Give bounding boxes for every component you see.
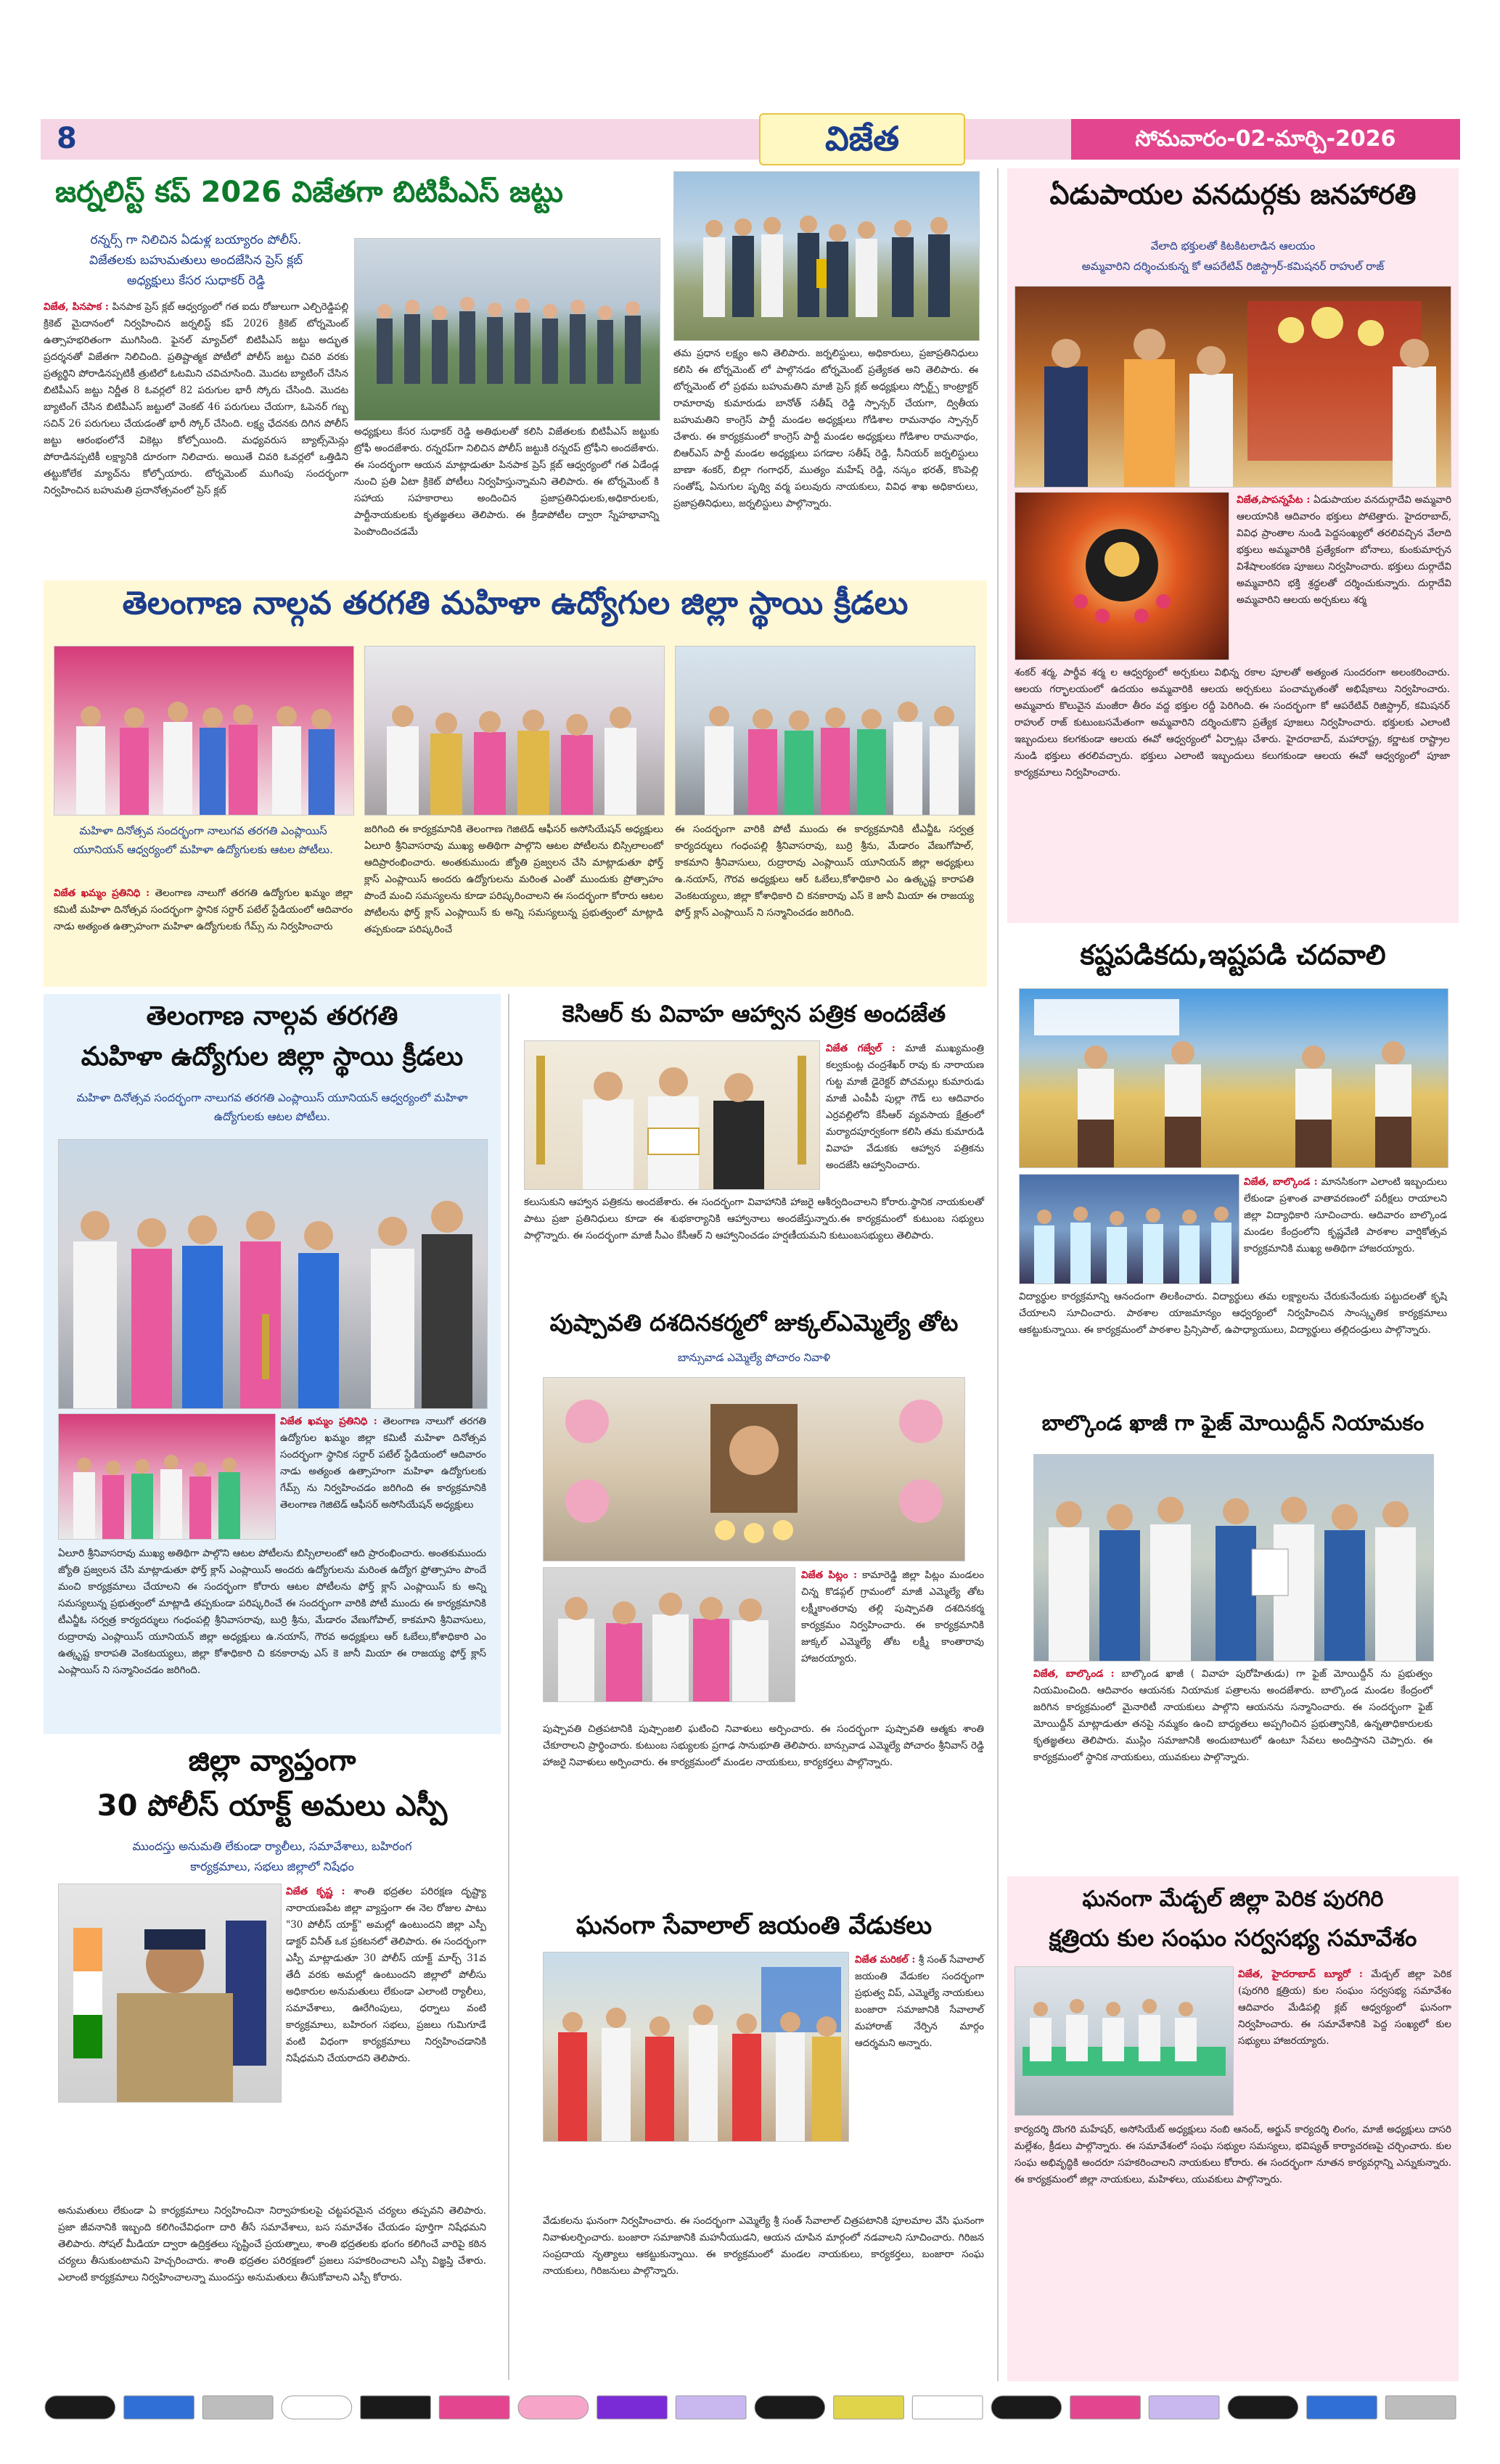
dateline: విజేత, బాల్కొండ : — [1244, 1176, 1318, 1188]
photo-figures — [54, 646, 353, 815]
dateline: విజేత మరికల్ : — [855, 1954, 916, 1966]
headline: ఏడుపాయల వనదుర్గకు జనహారతి — [1049, 178, 1417, 210]
body-text: ఏడుపాయల వనదుర్గాదేవి అమ్మవారి ఆలయానికి ఆదివారం భక్తులు పోటెత్తారు. హైదరాబాద్, వివిధ ప్రాంతాల నుండి పెద్దసంఖ్యలో తరలివచ్చిన వేలాది భక్తులు అమ్మవారికి ప్రత్యేకంగా బోనాలు, కుంకుమార్చన విశేషాలంకరణ పూజలు నిర్వహించారు. భక్తులు దుర్గాదేవి అమ్మవారిని భక్తి శ్రద్ధలతో దర్శించుకున్నారు. దుర్గాదేవి అమ్మవారిని ఆలయ అర్చకులు శర్మ — [1237, 494, 1451, 606]
story-body: పుష్పావతి చిత్రపటానికి పుష్పాంజలి ఘటించి నివాళులు అర్పించారు. ఈ సందర్భంగా పుష్పావతి ఆత్మకు శాంతి చేకూరాలని ప్రార్థించారు. కుటుంబ సభ్యులకు ప్రగాఢ సానుభూతి తెలిపారు. బాన్సువాడ ఎమ్మెల్యే పోచారం శ్రీనివాస్ రెడ్డి హాజరై నివాళులు అర్పించారు. ఈ కార్యక్రమంలో మండల నాయకులు, కార్యకర్తలు పాల్గొన్నారు. — [543, 1723, 984, 1768]
story-body — [44, 299, 348, 499]
body-text: శ్రీ సంత్ సేవాలాల్ జయంతి వేడుకల సందర్భంగా ప్రభుత్వ విప్, ఎమ్మెల్యే నాయకులు బంజారా సమాజానికి సేవాలాల్ మహారాజ్ నేర్పిన మార్గం ఆదర్శమని అన్నారు. — [855, 1954, 985, 2049]
photo-trophy-presentation — [673, 171, 980, 341]
photo-figures — [544, 1952, 848, 2141]
headline: క్షత్రియ కుల సంఘం సర్వసభ్య సమావేశం — [1049, 1924, 1417, 1952]
dateline: విజేత కృష్ణ : — [286, 1886, 345, 1897]
story-body — [54, 885, 353, 935]
story-body: కలుసుకుని ఆహ్వాన పత్రికను అందజేశారు. ఈ సందర్భంగా వివాహానికి హాజరై ఆశీర్వదించాలని కోరారు.స్థానిక నాయకులతో పాటు ప్రజా ప్రతినిధులు కూడా ఈ శుభకార్యానికి ఆహ్వానాలు అందజేస్తున్నారు.ఈ కార్యక్రమంలో కుటుంబ సభ్యులు పాల్గొన్నారు. ఈ సందర్భంగా మాజీ సీఎం కేసీఆర్ ని ఆహ్వానించడం హర్షణీయమని కుటుంబసభ్యులు తెలిపారు. — [524, 1196, 984, 1241]
color-swatch — [834, 2396, 904, 2419]
story-womens-sports-box — [44, 994, 501, 1734]
body-text: తెలంగాణ నాలుగో తరగతి ఉద్యోగుల ఖమ్మం జిల్లా కమిటీ మహిళా దినోత్సవ సందర్భంగా స్థానిక సర్దార్ పటేల్ స్టేడియంలో ఆదివారం నాడు అత్యంత ఉత్సాహంగా మహిళా ఉద్యోగులకు గేమ్స్ ను నిర్వహించడం జరిగింది ఈ కార్యక్రమానికి తెలంగాణ గెజిటెడ్ ఆఫీసర్ అసోసియేషన్ అధ్యక్షులు — [280, 1416, 486, 1511]
color-registration-bar — [41, 2393, 1460, 2422]
body-text: తెలంగాణ నాలుగో తరగతి ఉద్యోగుల ఖమ్మం జిల్లా కమిటీ మహిళా దినోత్సవ సందర్భంగా స్థానిక సర్దార్ పటేల్ స్టేడియంలో ఆదివారం నాడు అత్యంత ఉత్సాహంగా మహిళా ఉద్యోగులకు గేమ్స్ ను నిర్వహించారు — [54, 887, 353, 932]
story-body: అధ్యక్షులు కేసర సుధాకర్ రెడ్డి అతిథులతో కలిసి విజేతలకు బిటిపీఎస్ జట్టుకు ట్రోఫీ అందజేశారు. రన్నరప్‌గా నిలిచిన పోలీస్ జట్టుకి రన్నరప్ ట్రోఫీని అందజేశారు. ఈ సందర్భంగా ఆయన మాట్లాడుతూ పినపాక ప్రెస్ క్లబ్ ఆధ్వర్యంలో గత ఏడేండ్ల నుంచి ప్రతి ఏటా క్రికెట్ పోటీలు నిర్వహిస్తున్నామని తెలిపారు. ఈ టోర్నమెంట్ కి సహాయ సహకారాలు అందించిన ప్రజాప్రతినిధులకు,అధికారులకు, పార్టీనాయకులకు కృతజ్ఞతలు తెలిపారు. ఈ క్రీడాపోటీల ద్వారా స్నేహభావాన్ని పెంపొందించడమే — [354, 426, 659, 538]
photo-community-meeting — [1015, 1966, 1234, 2116]
subheadline: అమ్మవారిని దర్శించుకున్న కో ఆపరేటివ్ రిజిస్ట్రార్-కమిషనర్ రాహుల్ రాజ్ — [1081, 260, 1385, 273]
color-swatch — [282, 2396, 352, 2419]
color-swatch — [676, 2396, 746, 2419]
color-swatch — [124, 2396, 194, 2419]
story-body: వేడుకలను ఘనంగా నిర్వహించారు. ఈ సందర్భంగా ఎమ్మెల్యే శ్రీ సంత్ సేవాలాల్ చిత్రపటానికి పూలమాల వేసి ఘనంగా నివాళులర్పించారు. బంజారా సమాజానికి మహనీయుడని, ఆయన చూపిన మార్గంలో నడవాలని సూచించారు. గిరిజన సంప్రదాయ నృత్యాలు ఆకట్టుకున్నాయి. ఈ కార్యక్రమంలో మండల నాయకులు, కార్యకర్తలు, బంజారా సంఘ నాయకులు, గిరిజనులు పాల్గొన్నారు. — [543, 2215, 984, 2277]
body-text: మాజీ ముఖ్యమంత్రి కల్వకుంట్ల చంద్రశేఖర్ రావు కు నారాయణ గుట్ట మాజీ డైరెక్టర్ పోచమల్లు కుమారుడు మాజీ ఎంపీపీ పుల్లా గౌడ్ లు ఆదివారం ఎర్రవల్లిలోని కేసీఆర్ వ్యవసాయ క్షేత్రంలో మర్యాదపూర్వకంగా కలిసి తమ కుమారుడి వివాహ వేడుకకు ఆహ్వాన పత్రికను అందజేసి ఆహ్వానించారు. — [826, 1043, 984, 1171]
dateline: విజేత, పినపాక : — [44, 301, 109, 313]
headline: కెసిఆర్ కు వివాహ ఆహ్వాన పత్రిక అందజేత — [562, 1000, 946, 1027]
body-text: పినపాక ప్రెస్ క్లబ్ ఆధ్వర్యంలో గత ఐదు రోజులుగా ఎల్చిరెడ్డిపల్లి క్రికెట్ మైదానంలో నిర్వహించిన జర్నలిస్ట్ కప్ 2026 క్రికెట్ టోర్నమెంట్ ఉత్సాహభరితంగా ముగిసింది. ఫైనల్ మ్యాచ్‌లో బిటిపీఎస్ జట్టు అద్భుత ప్రదర్శనతో విజేతగా నిలిచింది. ప్రతిష్టాత్మక పోటీలో పోలీస్ జట్టు చివరి వరకు ప్రత్యర్థిని పోరాడినప్పటికీ త్రుటిలో ఓటమిని చవిచూసింది. మొదట బ్యాటింగ్ చేసిన బిటిపీఎస్ జట్టు నిర్ణీత 8 ఓవర్లలో 82 పరుగుల భారీ స్కోరు చేసింది. మొదట బ్యాటింగ్ చేసిన బిటిపీఎస్ జట్టులో వెంకట్ 46 పరుగులు చేయగా, ఓపెనర్ గబ్బ సచిన్ 26 పరుగులు చేయడంతో భారీ స్కోర్ చేసింది. లక్ష్య ఛేదనకు దిగిన పోలీస్ జట్టు ఆరంభంలోనే వికెట్లు కోల్పోయింది. మధ్యవరుస బ్యాట్స్‌మెన్లు పోరాడినప్పటికీ లక్ష్యానికి దూరంగా నిలిచారు. అయితే చివరి ఓవర్లలో ఒత్తిడిని తట్టుకోలేక మ్యాచ్‌ను కోల్పోయారు. టోర్నమెంట్ ముగింపు సందర్భంగా నిర్వహించిన బహుమతి ప్రదానోత్సవంలో ప్రెస్ క్లబ్ — [44, 301, 348, 496]
photo-caption: మహిళా దినోత్సవ సందర్భంగా నాలుగవ తరగతి ఎంప్లాయిస్ యూనియన్ ఆధ్వర్యంలో మహిళా ఉద్యోగులకు ఆటల పోటీలు. — [73, 824, 333, 856]
color-swatch — [439, 2396, 509, 2419]
color-swatch — [1228, 2396, 1298, 2419]
subheadline: మహిళా దినోత్సవ సందర్భంగా నాలుగవ తరగతి ఎంప్లాయిస్ యూనియన్ ఆధ్వర్యంలో మహిళా ఉద్యోగులకు ఆటల పోటీలు. — [76, 1091, 468, 1123]
story-body: శంకర్ శర్మ, పార్థీవ శర్మ ల ఆధ్వర్యంలో అర్చకులు విభిన్న రకాల పూలతో అత్యంత సుందరంగా అలంకరించారు. ఆలయ గర్భాలయంలో ఉదయం అమ్మవారికి ఆలయ అర్చకులు పంచామృతంతో అభిషేకాలు నిర్వహించారు. అమ్మవారు కొలువైన మంజీరా తీరం వద్ద భక్తుల రద్దీ పెరిగింది. ఈ సందర్భంగా కో ఆపరేటివ్ రిజిస్ట్రార్, కమిషనర్ రాహుల్ రాజ్ కుటుంబసమేతంగా అమ్మవారిని దర్శించుకొని ప్రత్యేక పూజలు నిర్వహించారు. భక్తులకు ఎలాంటి ఇబ్బందులు కలగకుండా ఆలయ ఈవో ఆధ్వర్యంలో ఏర్పాట్లు చేశారు. హైదరాబాద్, మహారాష్ట్ర, కర్ణాటక రాష్ట్రాల నుండి భక్తులు తరలివచ్చారు. భక్తులు ఎలాంటి ఇబ్బందులు కలుగకుండా ఆలయ ఈవో ఆధ్వర్యంలో పూజా కార్యక్రమాలు నిర్వహించారు. — [1015, 667, 1450, 779]
body-text: బాల్కొండ ఖాజీ ( వివాహ పురోహితుడు) గా ఫైజ్ మోయిద్దీన్ ను ప్రభుత్వం నియమించింది. ఆదివారం ఆయనకు నియామక పత్రాలను అందజేశారు. బాల్కొండ మండల కేంద్రంలో జరిగిన కార్యక్రమంలో మైనారిటీ నాయకులు పాల్గొని ఆయనను సన్మానించారు. ఈ సందర్భంగా ఫైజ్ మోయిద్దీన్ మాట్లాడుతూ తనపై నమ్మకం ఉంచి బాధ్యతలు అప్పగించిన ప్రభుత్వానికి, ఉన్నతాధికారులకు కృతజ్ఞతలు తెలిపారు. ముస్లిం సమాజానికి అందుబాటులో ఉంటూ సేవలు అందిస్తానని చెప్పారు. ఈ కార్యక్రమంలో స్థానిక నాయకులు, యువకులు పాల్గొన్నారు. — [1033, 1668, 1433, 1763]
story-body — [826, 1040, 984, 1174]
photo-lamp-lighting — [675, 646, 975, 816]
story-cricket — [44, 168, 987, 582]
story-kcr — [517, 994, 991, 1299]
story-body — [1244, 1174, 1447, 1257]
photo-figures — [544, 1568, 795, 1701]
photo-sevalal-celebration — [543, 1952, 849, 2142]
body-text: మేడ్చల్ జిల్లా పెరిక (పురగిరి క్షత్రియ) కుల సంఘం సర్వసభ్య సమావేశం ఆదివారం మేడిపల్లి క్లబ్ ఆధ్వర్యంలో ఘనంగా నిర్వహించారు. ఈ సమావేశానికి పెద్ద సంఖ్యలో కుల సభ్యులు హాజరయ్యారు. — [1238, 1968, 1451, 2047]
photo-school-students — [1019, 1174, 1239, 1284]
color-swatch — [1385, 2396, 1456, 2419]
headline: తెలంగాణ నాల్గవ తరగతి — [146, 1001, 398, 1031]
photo-felicitation — [364, 646, 665, 816]
subheadline: వేలాది భక్తులతో కిటకిటలాడిన ఆలయం — [1150, 239, 1316, 252]
story-body: ఏలూరి శ్రీనివాసరావు ముఖ్య అతిథిగా పాల్గొని ఆటల పోటీలను బిస్సిలాలంటో ఆది ప్రారంభించారు. అంతకుముందు జ్యోతి ప్రజ్వలన చేసి మాట్లాడుతూ ఫోర్త్ క్లాస్ ఎంప్లాయిస్ అందరు ఉద్యోగులను మరింత ఉద్యోగ ఫ్రోత్సాహం పొందే మంచి కార్యక్రమాలు చేయాలని ఈ సందర్భంగా కోరారు ఆటల పోటీలను ఫోర్త్ క్లాస్ ఎంప్లాయిస్ కు అన్ని సమస్యలున్న ప్రభుత్వంలో మాట్లాడి తప్పకుండా పరిష్కరించే ఈ సందర్భంగా వారికి పోటీ ముందు ఈ కార్యక్రమానికి టీఎన్జీఓ సర్వత్ర కార్యదర్శులు గంధంపల్లి శ్రీనివాసరావు, బుర్రి శ్రీను, మేడారం వేణుగోపాల్, కాకమాని శ్రీనివాసులు, రుద్రారావు ఎంప్లాయిస్ యూనియన్ జిల్లా అధ్యక్షులు ఉ.నయాస్, గౌరవ అధ్యక్షులు ఆర్ ఓబేలు,కోశాధికారి ఎం ఉత్కృష్ట కారాపతి వెంకటయ్యలు, జిల్లా కోశాధికారి చి కనకారావు ఎస్ కె జానీ మియా ఈ రాజయ్య ఫోర్త్ క్లాస్ ఎంప్లాయిస్ ని సన్మానించడం జరిగింది. — [58, 1548, 486, 1676]
photo-figures — [355, 239, 660, 420]
date-band — [1071, 119, 1460, 160]
story-body: విద్యార్థుల కార్యక్రమాన్ని ఆనందంగా తిలకించారు. విద్యార్థులు తమ లక్ష్యాలను చేరుకునేందుకు పట్టుదలతో కృషి చేయాలని సూచించారు. పాఠశాల యాజమాన్యం ఆధ్వర్యంలో నిర్వహించిన సాంస్కృతిక కార్యక్రమాలు ఆకట్టుకున్నాయి. ఈ కార్యక్రమంలో పాఠశాల ప్రిన్సిపాల్, ఉపాధ్యాయులు, విద్యార్థులు తల్లిదండ్రులు పాల్గొన్నారు. — [1019, 1291, 1447, 1336]
story-khaja — [1007, 1408, 1459, 1872]
masthead — [41, 119, 1460, 160]
photo-cricket-team — [354, 238, 660, 421]
headline: తెలంగాణ నాల్గవ తరగతి మహిళా ఉద్యోగుల జిల్లా స్థాయి క్రీడలు — [122, 585, 909, 622]
date-line: సోమవారం-02-మార్చి-2026 — [1135, 126, 1396, 152]
headline: పుష్పావతి దశదినకర్మలో జుక్కల్ఎమ్మెల్యే తోట — [549, 1309, 959, 1336]
photo-figures — [1020, 989, 1448, 1167]
story-sevalal — [517, 1910, 991, 2381]
story-temple — [1007, 168, 1459, 923]
color-swatch — [518, 2396, 589, 2419]
story-body — [1238, 1966, 1451, 2050]
color-swatch — [912, 2396, 983, 2419]
headline: కష్టపడికదు,ఇష్టపడి చదవాలి — [1080, 939, 1386, 971]
photo-memorial — [544, 1378, 964, 1561]
color-bar-svg — [41, 2393, 1460, 2422]
photo-figures — [1034, 1455, 1433, 1661]
logo-text: విజేత — [824, 119, 900, 158]
story-body — [1237, 492, 1451, 609]
photo-figures — [1015, 1967, 1233, 2115]
headline: జర్నలిస్ట్ కప్ 2026 విజేతగా బిటిపీఎస్ జట్టు — [55, 176, 563, 209]
photo-figures — [365, 646, 664, 815]
story-pushpavati — [517, 1303, 991, 1905]
color-swatch — [202, 2396, 273, 2419]
color-swatch — [1070, 2396, 1141, 2419]
headline: జిల్లా వ్యాప్తంగా — [188, 1744, 356, 1778]
story-body — [286, 1884, 486, 2067]
photo-lamp-lighting — [58, 1139, 488, 1409]
photo-figures — [676, 646, 975, 815]
dateline: విజేత,పాపన్నపేట : — [1237, 494, 1311, 506]
subheadline: ముందస్తు అనుమతి లేకుండా ర్యాలీలు, సమావేశాలు, బహిరంగ — [132, 1839, 412, 1853]
headline: ఘనంగా మేడ్చల్ జిల్లా పెరిక పురగిరి — [1082, 1886, 1384, 1912]
photo-khaja-appointment — [1033, 1454, 1434, 1662]
photo-figures — [1020, 1175, 1239, 1284]
story-body — [1033, 1666, 1433, 1766]
color-swatch — [1307, 2396, 1377, 2419]
color-swatch — [755, 2396, 825, 2419]
photo-figures — [1015, 287, 1451, 487]
photo-figures — [525, 1041, 819, 1189]
photo-district-sp — [58, 1884, 282, 2103]
story-body — [801, 1567, 984, 1667]
story-body: తమ ప్రధాన లక్ష్యం అని తెలిపారు. జర్నలిస్టులు, అధికారులు, ప్రజాప్రతినిధులు కలిసి ఈ టోర్నమెంట్ లో పాల్గొనడం టోర్నమెంట్ ప్రత్యేకత అని తెలిపారు. ఈ టోర్నమెంట్ లో ప్రథమ బహుమతిని మాజీ ప్రెస్ క్లబ్ అధ్యక్షులు స్పోర్ట్స్ కాంట్రాక్టర్ రామారావు కుమారుడు బానోత్ సతీష్ రెడ్డి స్పాన్సర్ చేయగా, ద్వితీయ బహుమతిని కాంగ్రెస్ పార్టీ మండల అధ్యక్షులు గోడిశాల రామనాథం స్పాన్సర్ చేశారు. ఈ కార్యక్రమంలో కాంగ్రెస్ పార్టీ మండల అధ్యక్షులు గోడిశాల రామనాథం, బిఆర్ఎస్ పార్టీ మండల అధ్యక్షులు పగడాల సతీష్ రెడ్డి, సీనియర్ జర్నలిస్టులు బాణా శంకర్, బిల్లా గంగాధర్, ముత్యం మహేష్ రెడ్డి, నస్కం భరత్, కొంపెల్లి సంతోష్, ఏనుగుల పృథ్వి వర్మ పలువురు నాయకులు, వివిధ శాఖ అధికారులు, ప్రజాప్రతినిధులు, జర్నలిస్టులు పాల్గొన్నారు. — [673, 348, 978, 509]
photo-event-group — [58, 1413, 276, 1540]
photo-mla-visit — [543, 1567, 795, 1702]
photo-officer — [59, 1884, 281, 2102]
headline: మహిళా ఉద్యోగుల జిల్లా స్థాయి క్రీడలు — [81, 1042, 464, 1072]
body-text: శాంతి భద్రతల పరిరక్షణ దృష్ట్యా నారాయణపేట జిల్లా వ్యాప్తంగా ఈ నెల రోజుల పాటు "30 పోలీస్ యాక్ట్" అమల్లో ఉంటుందని జిల్లా ఎస్పీ డాక్టర్ వినీత్ ఒక ప్రకటనలో తెలిపారు. ఈ సందర్భంగా ఎస్పీ మాట్లాడుతూ 30 పోలీస్ యాక్ట్ మార్చ్ 31వ తేదీ వరకు అమల్లో ఉంటుందని జిల్లాలో పోలీసు అధికారుల అనుమతులు లేకుండా ఎలాంటి ర్యాలీలు, సమావేశాలు, ఊరేగింపులు, ధర్నాలు వంటి కార్యక్రమాలు, బహిరంగ సభలు, ప్రజలు గుమిగూడే వంటి విధంగా కార్యక్రమాలు నిర్వహించడానికి నిషేధమని చేయరాదని తెలిపారు. — [286, 1886, 486, 2064]
body-text: కామారెడ్డి జిల్లా పిట్లం మండలం చిన్న కొడప్గల్ గ్రామంలో మాజీ ఎమ్మెల్యే తోట లక్ష్మీకాంతరావు తల్లి పుష్పావతి దశదినకర్మ కార్యక్రమం నిర్వహించారు. ఈ కార్యక్రమానికి జుక్కల్ ఎమ్మెల్యే తోట లక్ష్మీ కాంతారావు హాజరయ్యారు. — [801, 1569, 984, 1664]
headline: 30 పోలీస్ యాక్ట్ అమలు ఎస్పీ — [97, 1789, 448, 1823]
page-number: 8 — [57, 122, 77, 155]
story-body — [855, 1952, 984, 2052]
story-body: జరిగింది ఈ కార్యక్రమానికి తెలంగాణ గెజిటెడ్ ఆఫీసర్ అసోసియేషన్ అధ్యక్షులు ఏలూరి శ్రీనివాసరావు ముఖ్య అతిథిగా పాల్గొని ఆటల పోటీలను బిస్సిలాలంటో ఆదిప్రారంభించారు. అంతకుముందు జ్యోతి ప్రజ్వలన చేసి మాట్లాడుతూ ఫోర్త్ క్లాస్ ఎంప్లాయిస్ అందరు ఉద్యోగులను మరింత ఎంతో ముందుకు ప్రోత్సాహం పొందే మంచి సమస్యలను కూడా పరిష్కరించాలని ఈ సందర్భంగా కోరారు ఆటల పోటీలను ఫోర్త్ క్లాస్ ఎంప్లాయిస్ కు అన్ని సమస్యలున్న ప్రభుత్వంలో మాట్లాడి తప్పకుండా పరిష్కరించే — [364, 824, 663, 935]
body-text: మానసికంగా ఎలాంటి ఇబ్బందులు లేకుండా ప్రశాంత వాతావరణంలో పరీక్షలు రాయాలని జిల్లా విద్యాధికారి సూచించారు. ఆదివారం బాల్కొండ మండల కేంద్రంలోని కృష్ణవేణి పాఠశాల వార్షికోత్సవ కార్యక్రమానికి ముఖ్య అతిథిగా హాజరయ్యారు. — [1244, 1176, 1448, 1254]
photo-school-event — [1019, 988, 1448, 1168]
photo-idol — [1015, 493, 1229, 660]
subheadline: బాన్సువాడ ఎమ్మెల్యే పోచారం నివాళి — [677, 1351, 831, 1364]
headline: ఘనంగా సేవాలాల్ జయంతి వేడుకలు — [575, 1911, 933, 1940]
color-swatch — [361, 2396, 431, 2419]
subheadline: అధ్యక్షులు కేసర సుధాకర్ రెడ్డి — [126, 274, 266, 288]
color-swatch — [597, 2396, 668, 2419]
color-swatch — [991, 2396, 1062, 2419]
story-body — [280, 1413, 486, 1514]
dateline: విజేత, బాల్కొండ : — [1033, 1668, 1115, 1680]
photo-figures — [59, 1140, 487, 1408]
photo-goddess-idol — [1015, 492, 1229, 660]
color-swatch — [45, 2396, 115, 2419]
subheadline: కార్యక్రమాలు, సభలు జిల్లాలో నిషేధం — [190, 1860, 354, 1873]
photo-invitation-handover — [524, 1040, 820, 1190]
photo-figures — [674, 172, 979, 340]
story-body: అనుమతులు లేకుండా ఏ కార్యక్రమాలు నిర్వహించినా నిర్వాహకులపై చట్టపరమైన చర్యలు తప్పవని తెలిపారు. ప్రజా జీవనానికి ఇబ్బంది కలిగించేవిధంగా దారి తీసే సమావేశాలు, బస సమావేశం చేయడం పూర్తిగా నిషేధమని తెలిపారు. సోషల్ మీడియా ద్వారా ఉద్రిక్తతలు సృష్టించే ప్రయత్నాలు, శాంతి భద్రతలకు భంగం కలిగించే వారిపై కఠిన చర్యలు తీసుకుంటామని హెచ్చరించారు. శాంతి భద్రతల పరిరక్షణలో ప్రజలు సహకరించాలని ఎస్పీ విజ్ఞప్తి చేశారు. ఎలాంటి కార్యక్రమాలు నిర్వహించాలన్నా ముందస్తు అనుమతులు తీసుకోవాలని ఎస్పీ కోరారు. — [58, 2205, 486, 2283]
story-teachers — [1007, 936, 1459, 1400]
dateline: విజేత ఖమ్మం ప్రతినిధి : — [54, 887, 150, 899]
photo-figures — [59, 1414, 275, 1539]
dateline: విజేత పిట్లం : — [801, 1569, 857, 1581]
column-rule — [997, 168, 999, 2381]
story-womens-sports-banner — [44, 580, 987, 987]
subheadline: రన్నర్స్ గా నిలిచిన ఏడుళ్ల బయ్యారం పోలీస్. — [90, 233, 302, 247]
dateline: విజేత గజ్వేల్ : — [826, 1043, 896, 1054]
dateline: విజేత, హైదరాబాద్ బ్యూరో : — [1238, 1968, 1363, 1980]
masthead-logo — [759, 113, 965, 165]
dateline: విజేత ఖమ్మం ప్రతినిధి : — [280, 1416, 377, 1427]
story-body: ఈ సందర్భంగా వారికి పోటీ ముందు ఈ కార్యక్రమానికి టీఎన్జీఓ సర్వత్ర కార్యదర్శులు గంధంపల్లి శ్రీనివాసరావు, బుర్రి శ్రీను, మేడారం వేణుగోపాల్, కాకమాని శ్రీనివాసులు, రుద్రారావు ఎంప్లాయిస్ యూనియన్ జిల్లా అధ్యక్షులు ఉ.నయాస్, గౌరవ అధ్యక్షులు ఆర్ ఓబేలు,కోశాధికారి ఎం ఉత్కృష్ట కారాపతి వెంకటయ్యలు, జిల్లా కోశాధికారి చి కనకారావు ఎస్ కె జానీ మియా ఈ రాజయ్య ఫోర్త్ క్లాస్ ఎంప్లాయిస్ ని సన్మానించడం జరిగింది. — [675, 824, 974, 919]
color-swatch — [1149, 2396, 1219, 2419]
story-medchal — [1007, 1876, 1459, 2381]
story-body: కార్యదర్శి దొంగరి మహేషర్, అసోసియేట్ అధ్యక్షులు నంబి ఆనంద్, అర్జున్ కార్యదర్శి లింగం, మాజీ అధ్యక్షులు దాసరి మల్లేశం, క్రీడలు పాల్గొన్నారు. ఈ సమావేశంలో సంఘ సభ్యుల సమస్యలు, భవిష్యత్ కార్యాచరణపై చర్చించారు. కుల సంఘ అభివృద్ధికి అందరూ సహకరించాలని నాయకులు కోరారు. ఈ సందర్భంగా నూతన కార్యవర్గాన్ని ఎన్నుకున్నారు. ఈ కార్యక్రమంలో జిల్లా నాయకులు, మహిళలు, యువకులు పాల్గొన్నారు. — [1015, 2124, 1451, 2185]
photo-commissioner-at-temple — [1015, 286, 1451, 488]
column-rule — [508, 994, 509, 2380]
headline: బాల్కొండ ఖాజీ గా ఫైజ్ మోయిద్దీన్ నియామకం — [1041, 1410, 1425, 1435]
photo-sports-stage — [54, 646, 354, 816]
subheadline: విజేతలకు బహుమతులు అందజేసిన ప్రెస్ క్లబ్ — [89, 253, 303, 268]
story-police — [44, 1738, 501, 2377]
photo-memorial-portrait — [543, 1377, 965, 1561]
